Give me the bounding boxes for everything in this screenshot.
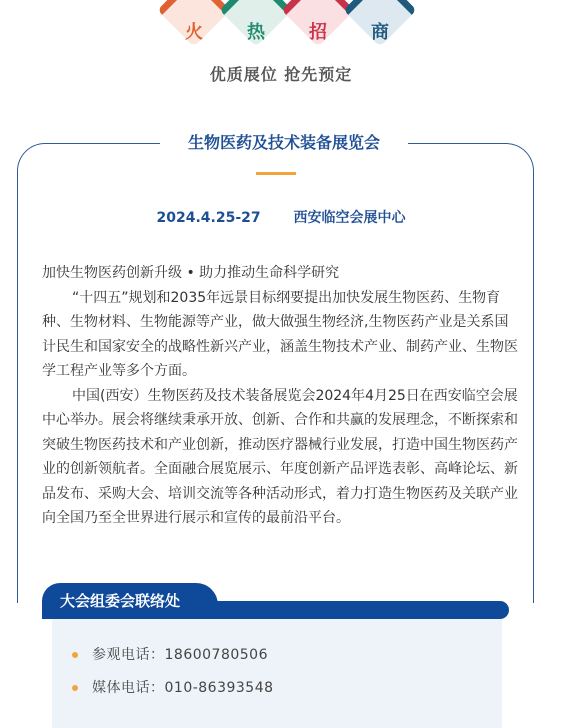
expo-date-venue bbox=[0, 207, 562, 227]
expo-venue: 西安临空会展中心 bbox=[293, 210, 406, 226]
paragraph-2: 中国(西安）生物医药及技术装备展览会2024年4月25日在西安临空会展中心举办。展会将继续秉承开放、创新、合作和共赢的发展理念，不断探索和突破生物医药技术和产业创新，推动医疗器械行业发展，打造中国生物医药产业的创新领航者。全面融合展览展示、年度创新产品评选表彰、高峰论坛、新品发布、采购大会、培训交流等各种活动形式，着力打造生物医药及关联产业向全国乃至全世界进行展示和宣传的最前沿平台。 bbox=[42, 387, 518, 526]
media-phone[interactable]: 媒体电话：010-86393548 bbox=[92, 680, 274, 696]
badge-char-1: 火 bbox=[185, 22, 203, 43]
badge-row bbox=[0, 0, 562, 56]
media-phone-item bbox=[72, 677, 274, 697]
expo-date: 2024.4.25-27 bbox=[156, 210, 261, 226]
visit-phone-item bbox=[72, 644, 268, 664]
visit-phone[interactable]: 参观电话：18600780506 bbox=[92, 647, 268, 663]
badge-char-3: 招 bbox=[309, 22, 327, 43]
badge-char-4: 商 bbox=[371, 22, 389, 43]
expo-title: 生物医药及技术装备展览会 bbox=[160, 130, 408, 153]
paragraph-1: “十四五”规划和2035年远景目标纲要提出加快发展生物医药、生物育种、生物材料、生物能源等产业，做大做强生物经济,生物医药产业是关系国计民生和国家安全的战略性新兴产业，涵盖生物技术产业、制药产业、生物医学工程产业等多个方面。 bbox=[42, 289, 518, 379]
contact-heading: 大会组委会联络处 bbox=[42, 583, 218, 619]
contact-panel bbox=[52, 619, 502, 728]
title-underline bbox=[256, 172, 296, 175]
expo-description bbox=[42, 261, 520, 531]
bullet-icon bbox=[72, 685, 78, 691]
bullet-icon bbox=[72, 652, 78, 658]
slogan: 优质展位 抢先预定 bbox=[209, 65, 353, 84]
badge-char-2: 热 bbox=[247, 22, 265, 43]
intro-line: 加快生物医药创新升级 • 助力推动生命科学研究 bbox=[42, 265, 340, 281]
